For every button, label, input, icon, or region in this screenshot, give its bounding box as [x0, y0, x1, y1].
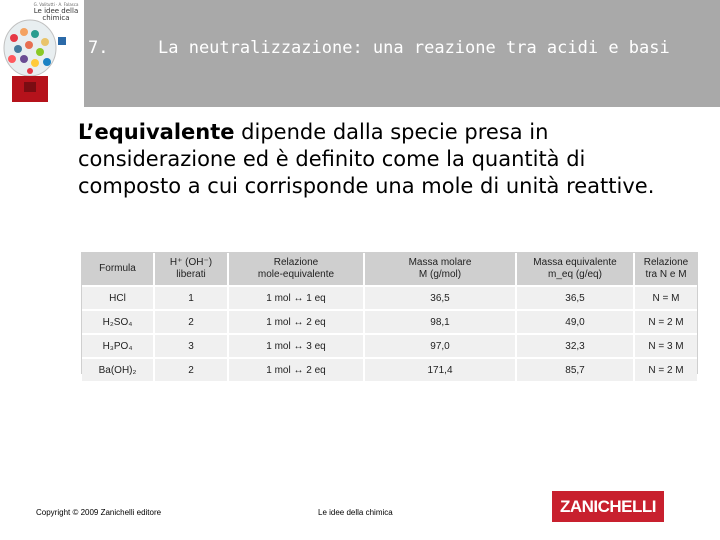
body-text: dipende dalla specie presa in considerazione ed è definito come la quantità di composto a cui corrisponde una mole di unità reattive.	[78, 120, 655, 198]
zanichelli-logo: ZANICHELLI	[552, 491, 664, 522]
cell-ions: 3	[154, 334, 228, 358]
cell-nm: N = 3 M	[634, 334, 697, 358]
key-term: L’equivalente	[78, 120, 235, 144]
body-paragraph	[78, 119, 678, 200]
cell-nm: N = M	[634, 286, 697, 310]
cell-relation: 1 mol ↔ 3 eq	[228, 334, 364, 358]
book-cover	[0, 0, 84, 107]
cell-eq-mass: 85,7	[516, 358, 634, 382]
table-row	[82, 358, 697, 382]
header-bar	[0, 0, 720, 107]
cell-molar-mass: 98,1	[364, 310, 516, 334]
slide-number: 7.	[88, 38, 109, 58]
cell-formula: H₂SO₄	[82, 310, 154, 334]
cell-eq-mass: 36,5	[516, 286, 634, 310]
publisher-logo-icon	[58, 37, 66, 45]
header-nm: Relazione tra N e M	[634, 253, 697, 286]
header-ions: H⁺ (OH⁻) liberati	[154, 253, 228, 286]
cell-ions: 2	[154, 358, 228, 382]
table-container	[81, 252, 698, 374]
cell-ions: 1	[154, 286, 228, 310]
cell-molar-mass: 171,4	[364, 358, 516, 382]
cover-title: Le idee della chimica	[33, 7, 79, 22]
equivalents-table	[82, 253, 697, 383]
cell-eq-mass: 49,0	[516, 310, 634, 334]
cell-formula: H₃PO₄	[82, 334, 154, 358]
header-molar-mass: Massa molare M (g/mol)	[364, 253, 516, 286]
header-relation: Relazione mole-equivalente	[228, 253, 364, 286]
cover-subtitle: G. Valitutti · A. Falasca	[33, 2, 79, 7]
cell-ions: 2	[154, 310, 228, 334]
table-row	[82, 310, 697, 334]
cell-relation: 1 mol ↔ 2 eq	[228, 358, 364, 382]
cell-molar-mass: 97,0	[364, 334, 516, 358]
table-header-row	[82, 253, 697, 286]
cell-relation: 1 mol ↔ 1 eq	[228, 286, 364, 310]
cell-formula: Ba(OH)₂	[82, 358, 154, 382]
cell-formula: HCl	[82, 286, 154, 310]
cell-nm: N = 2 M	[634, 358, 697, 382]
slide-title: La neutralizzazione: una reazione tra acidi e basi	[158, 38, 670, 58]
gumball-machine-icon	[2, 18, 58, 104]
header-formula: Formula	[82, 253, 154, 286]
header-eq-mass: Massa equivalente m_eq (g/eq)	[516, 253, 634, 286]
cell-nm: N = 2 M	[634, 310, 697, 334]
cell-relation: 1 mol ↔ 2 eq	[228, 310, 364, 334]
cell-molar-mass: 36,5	[364, 286, 516, 310]
copyright-text: Copyright © 2009 Zanichelli editore	[36, 508, 162, 517]
cell-eq-mass: 32,3	[516, 334, 634, 358]
table-row	[82, 334, 697, 358]
book-title-footer: Le idee della chimica	[318, 508, 393, 517]
table-row	[82, 286, 697, 310]
